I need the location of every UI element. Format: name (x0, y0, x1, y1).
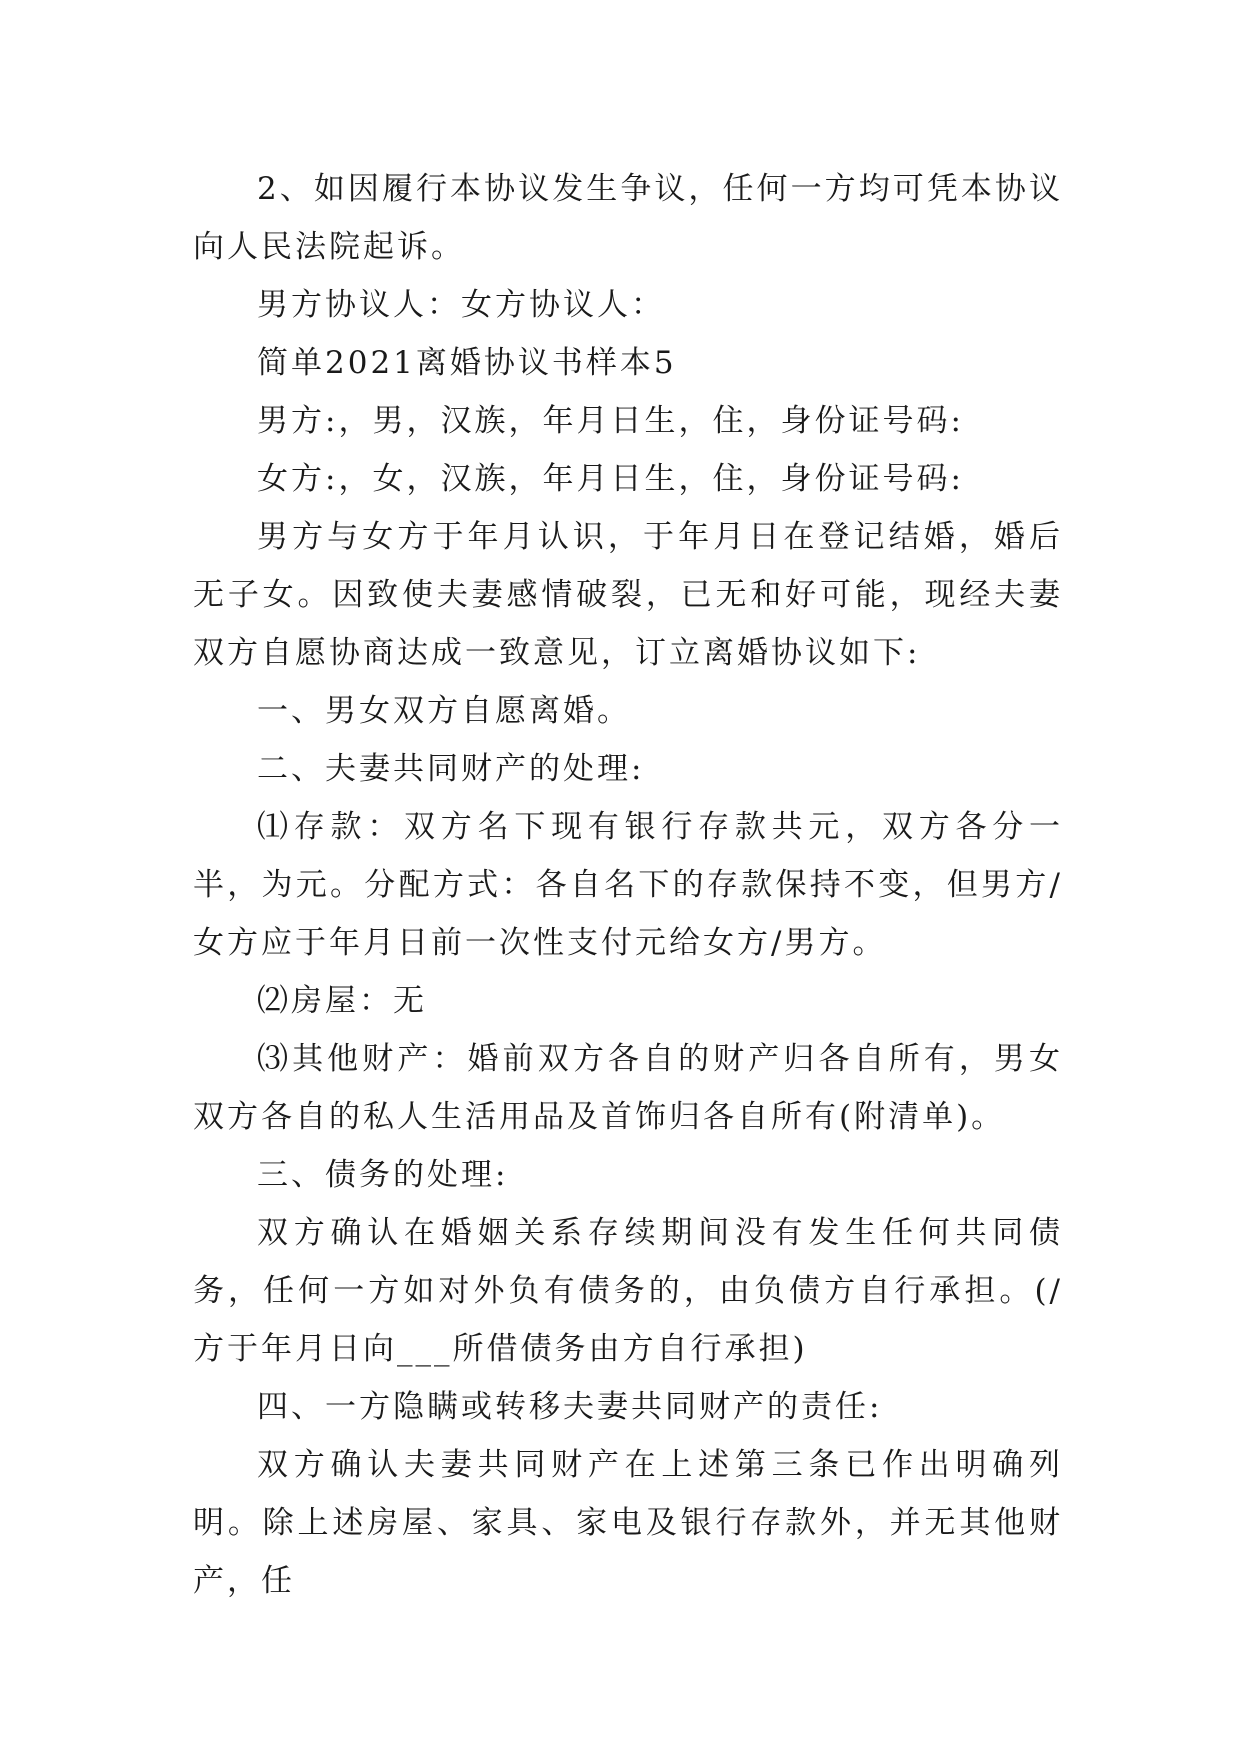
paragraph-clause-4: 四、一方隐瞒或转移夫妻共同财产的责任: (257, 1389, 883, 1425)
paragraph-female-party: 女方:，女，汉族，年月日生，住，身份证号码: (257, 461, 964, 497)
document-body (193, 160, 1063, 1610)
paragraph-background: 男方与女方于年月认识，于年月日在登记结婚，婚后无子女。因致使夫妻感情破裂，已无和好可能，现经夫妻双方自愿协商达成一致意见，订立离婚协议如下: (193, 519, 1063, 671)
paragraph-other-property: ⑶其他财产：婚前双方各自的财产归各自所有，男女双方各自的私人生活用品及首饰归各自所有(附清单)。 (193, 1041, 1063, 1135)
paragraph-male-party: 男方:，男，汉族，年月日生，住，身份证号码: (257, 403, 964, 439)
paragraph-savings: ⑴存款：双方名下现有银行存款共元，双方各分一半，为元。分配方式：各自名下的存款保持不变，但男方/女方应于年月日前一次性支付元给女方/男方。 (193, 809, 1063, 961)
paragraph-concealment: 双方确认夫妻共同财产在上述第三条已作出明确列明。除上述房屋、家具、家电及银行存款外，并无其他财产，任 (193, 1447, 1063, 1599)
paragraph-housing: ⑵房屋：无 (257, 983, 427, 1019)
paragraph-clause-1: 一、男女双方自愿离婚。 (257, 693, 631, 729)
paragraph-clause-2: 二、夫妻共同财产的处理: (257, 751, 645, 787)
paragraph-clause-3: 三、债务的处理: (257, 1157, 509, 1193)
paragraph-dispute-clause: 2、如因履行本协议发生争议，任何一方均可凭本协议向人民法院起诉。 (193, 171, 1063, 265)
paragraph-sample-title: 简单2021离婚协议书样本5 (257, 345, 677, 381)
paragraph-signatories: 男方协议人：女方协议人： (257, 287, 665, 323)
paragraph-debts: 双方确认在婚姻关系存续期间没有发生任何共同债务，任何一方如对外负有债务的，由负债方自行承担。(/方于年月日向___所借债务由方自行承担) (193, 1215, 1063, 1367)
